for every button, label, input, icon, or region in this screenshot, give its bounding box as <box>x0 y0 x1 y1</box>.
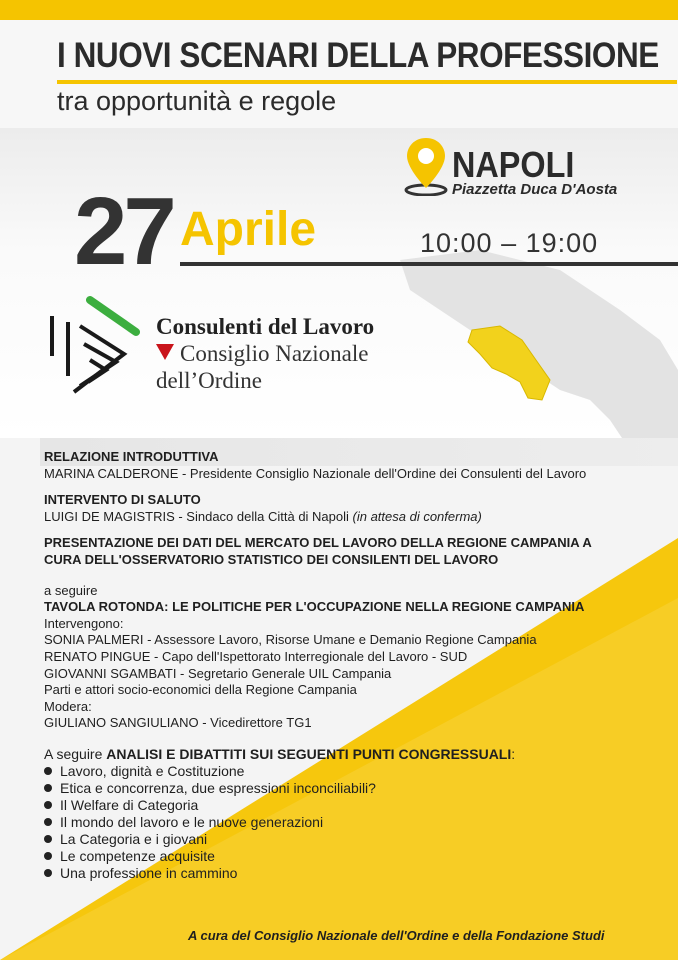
red-triangle-icon <box>156 344 174 360</box>
event-city: NAPOLI <box>452 144 575 185</box>
speaker-line <box>44 666 664 683</box>
point-text: La Categoria e i giovani <box>60 830 208 847</box>
section-title: TAVOLA ROTONDA: LE POLITICHE PER L'OCCUPAZIONE NELLA REGIONE CAMPANIA <box>44 599 585 615</box>
section-intro: a seguire <box>44 582 98 598</box>
speaker-role: - Capo dell'Ispettorato Interregionale del Lavoro - SUD <box>150 648 468 664</box>
point-item <box>44 814 664 831</box>
speaker-line <box>44 466 664 483</box>
section-5-heading <box>44 746 664 763</box>
section-title: PRESENTAZIONE DEI DATI DEL MERCATO DEL LAVORO DELLA REGIONE CAMPANIA A <box>44 535 592 551</box>
program-text <box>44 449 664 882</box>
bullet-icon <box>44 818 52 826</box>
speaker-role: - Presidente Consiglio Nazionale dell'Ordine dei Consulenti del Lavoro <box>178 465 587 481</box>
italy-outline-shape <box>400 250 678 450</box>
point-text: Una professione in cammino <box>60 864 238 881</box>
title-underline <box>57 80 677 84</box>
point-text: Le competenze acquisite <box>60 847 215 864</box>
moderator-label: Modera: <box>44 698 92 714</box>
location-pin-icon <box>403 136 449 196</box>
date-underline <box>180 262 678 266</box>
org-name-line1: Consulenti del Lavoro <box>156 314 375 339</box>
moderator-name: GIULIANO SANGIULIANO <box>44 715 199 731</box>
bullet-icon <box>44 869 52 877</box>
event-subtitle: tra opportunità e regole <box>57 86 337 116</box>
section-intro: A seguire <box>44 745 107 762</box>
bullet-icon <box>44 784 52 792</box>
point-item <box>44 763 664 780</box>
org-name-line3: dell’Ordine <box>156 368 263 393</box>
point-item <box>44 780 664 797</box>
bullet-icon <box>44 767 52 775</box>
point-item <box>44 865 664 882</box>
speaker-name: SONIA PALMERI <box>44 632 144 648</box>
section-title: ANALISI E DIBATTITI SUI SEGUENTI PUNTI CONGRESSUALI <box>106 745 512 762</box>
speaker-name: RENATO PINGUE <box>44 648 151 664</box>
speaker-role: - Sindaco della Città di Napoli <box>174 508 353 524</box>
bullet-icon <box>44 852 52 860</box>
moderator-role: - Vicedirettore TG1 <box>198 715 312 731</box>
event-venue: Piazzetta Duca D'Aosta <box>452 181 618 198</box>
bullet-icon <box>44 835 52 843</box>
event-title: I NUOVI SCENARI DELLA PROFESSIONE <box>57 36 659 75</box>
point-text: Il mondo del lavoro e le nuove generazioni <box>60 813 324 830</box>
event-time: 10:00 – 19:00 <box>420 228 599 258</box>
speaker-name: GIOVANNI SGAMBATI <box>44 665 177 681</box>
italy-map-graphic <box>360 250 678 450</box>
point-item <box>44 831 664 848</box>
top-yellow-band <box>0 0 678 20</box>
speaker-role: - Segretario Generale UIL Campania <box>176 665 392 681</box>
moderator-line <box>44 715 664 732</box>
event-day: 27 <box>74 178 173 285</box>
event-month: Aprile <box>180 203 317 256</box>
speakers-label: Intervengono: <box>44 615 124 631</box>
speaker-line <box>44 649 664 666</box>
others-line: Parti e attori socio-economici della Regione Campania <box>44 682 357 698</box>
heading-colon: : <box>511 745 516 762</box>
bullet-icon <box>44 801 52 809</box>
consulenti-logo-icon <box>44 296 140 402</box>
point-item <box>44 797 664 814</box>
point-text: Etica e concorrenza, due espressioni inconciliabili? <box>60 779 376 796</box>
point-text: Il Welfare di Categoria <box>60 796 199 813</box>
speaker-name: MARINA CALDERONE <box>44 465 179 481</box>
footer-credit: A cura del Consiglio Nazionale dell'Ordine e della Fondazione Studi <box>188 928 605 943</box>
section-title: CURA DELL'OSSERVATORIO STATISTICO DEI CONSILENTI DEL LAVORO <box>44 551 499 567</box>
point-item <box>44 848 664 865</box>
speaker-line <box>44 632 664 649</box>
point-text: Lavoro, dignità e Costituzione <box>60 762 245 779</box>
section-title: INTERVENTO DI SALUTO <box>44 492 201 508</box>
speaker-role: - Assessore Lavoro, Risorse Umane e Demanio Regione Campania <box>143 632 537 648</box>
speaker-note: (in attesa di conferma) <box>352 508 482 524</box>
section-title: RELAZIONE INTRODUTTIVA <box>44 449 219 464</box>
org-name-line2-text: Consiglio Nazionale <box>180 341 369 366</box>
speaker-name: LUIGI DE MAGISTRIS <box>44 508 175 524</box>
org-name-line2 <box>156 341 368 367</box>
speaker-line <box>44 509 664 526</box>
